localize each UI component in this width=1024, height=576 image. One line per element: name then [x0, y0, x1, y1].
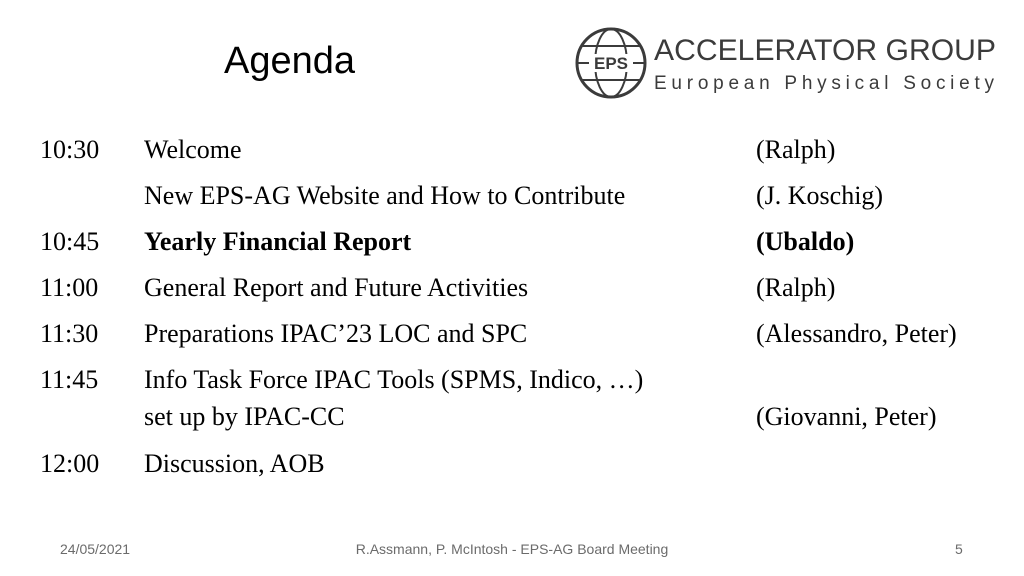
logo-line2: European Physical Society [654, 73, 994, 94]
agenda-topic: General Report and Future Activities [144, 273, 529, 302]
logo-mark-text: EPS [593, 54, 629, 73]
agenda-topic: Welcome [144, 135, 242, 164]
agenda-speaker: (Giovanni, Peter) [756, 402, 937, 431]
agenda-time: 11:45 [40, 365, 99, 394]
agenda-topic: Info Task Force IPAC Tools (SPMS, Indico, …) [144, 365, 644, 394]
slide-title: Agenda [224, 40, 356, 82]
agenda-speaker: (Alessandro, Peter) [756, 319, 957, 348]
logo-line1: ACCELERATOR GROUP [654, 34, 996, 67]
agenda-topic: Yearly Financial Report [144, 227, 412, 256]
agenda-topic: New EPS-AG Website and How to Contribute [144, 181, 626, 210]
agenda-speaker: (Ralph) [756, 135, 836, 164]
footer-page-number: 5 [955, 541, 963, 557]
footer-date: 24/05/2021 [60, 541, 131, 557]
agenda-time: 12:00 [40, 449, 100, 478]
agenda-time: 10:30 [40, 135, 100, 164]
agenda-topic: Preparations IPAC’23 LOC and SPC [144, 319, 528, 348]
agenda-speaker: (Ubaldo) [756, 227, 855, 256]
agenda-time: 11:30 [40, 319, 99, 348]
agenda-topic-line2: set up by IPAC-CC [144, 402, 345, 431]
agenda-topic: Discussion, AOB [144, 449, 325, 478]
agenda-speaker: (Ralph) [756, 273, 836, 302]
agenda-time: 10:45 [40, 227, 100, 256]
agenda-time: 11:00 [40, 273, 99, 302]
footer-center: R.Assmann, P. McIntosh - EPS-AG Board Meeting [355, 541, 669, 557]
agenda-speaker: (J. Koschig) [756, 181, 884, 210]
